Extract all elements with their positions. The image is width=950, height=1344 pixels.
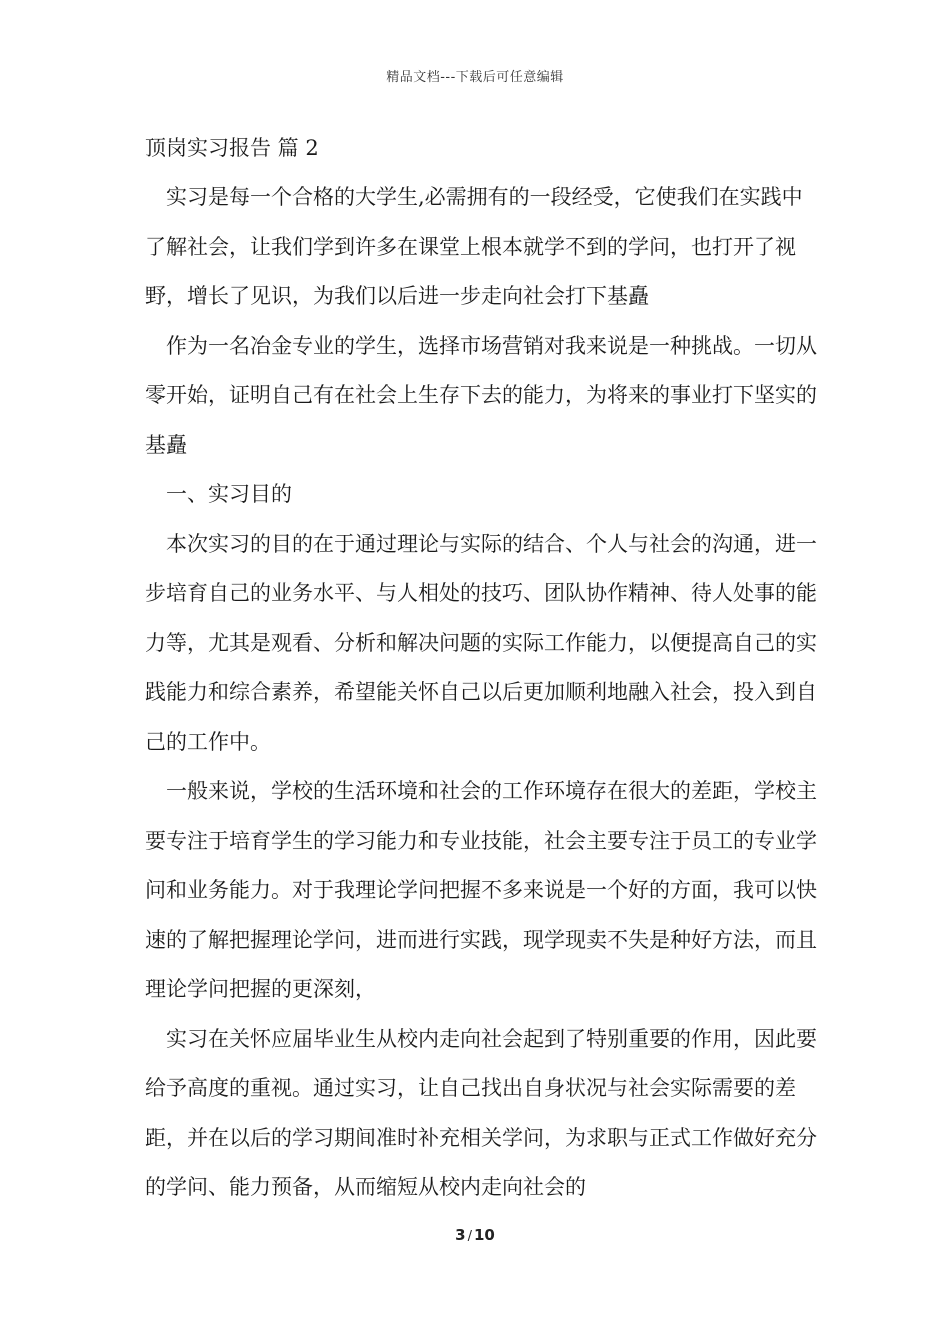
paragraph: 实习在关怀应届毕业生从校内走向社会起到了特别重要的作用，因此要给予高度的重视。通过实习，让自己找出自身状况与社会实际需要的差距，并在以后的学习期间准时补充相关学问，为求职与正式工作做好充分的学问、能力预备，从而缩短从校内走向社会的 [145,1026,817,1199]
document-body [145,128,817,1213]
paragraph: 本次实习的目的在于通过理论与实际的结合、个人与社会的沟通，进一步培育自己的业务水平、与人相处的技巧、团队协作精神、待人处事的能力等，尤其是观看、分析和解决问题的实际工作能力，以便提高自己的实践能力和综合素养，希望能关怀自己以后更加顺利地融入社会，投入到自己的工作中。 [145,531,817,754]
page-separator: / [467,1229,472,1244]
current-page: 3 [455,1226,466,1244]
document-title: 顶岗实习报告 篇 2 [145,136,319,160]
page-number [0,1226,950,1244]
paragraph: 一般来说，学校的生活环境和社会的工作环境存在很大的差距，学校主要专注于培育学生的学习能力和专业技能，社会主要专注于员工的专业学问和业务能力。对于我理论学问把握不多来说是一个好的方面，我可以快速的了解把握理论学问，进而进行实践，现学现卖不失是种好方法，而且理论学问把握的更深刻， [145,779,817,1001]
section-heading: 一、实习目的 [166,482,292,506]
paragraph: 实习是每一个合格的大学生,必需拥有的一段经受，它使我们在实践中了解社会，让我们学到许多在课堂上根本就学不到的学问，也打开了视野，增长了见识，为我们以后进一步走向社会打下基矗 [145,185,803,308]
paragraph: 作为一名冶金专业的学生，选择市场营销对我来说是一种挑战。一切从零开始，证明自己有在社会上生存下去的能力，为将来的事业打下坚实的基矗 [145,333,817,457]
page-header: 精品文档---下载后可任意编辑 [386,70,564,85]
total-pages: 10 [473,1226,495,1244]
